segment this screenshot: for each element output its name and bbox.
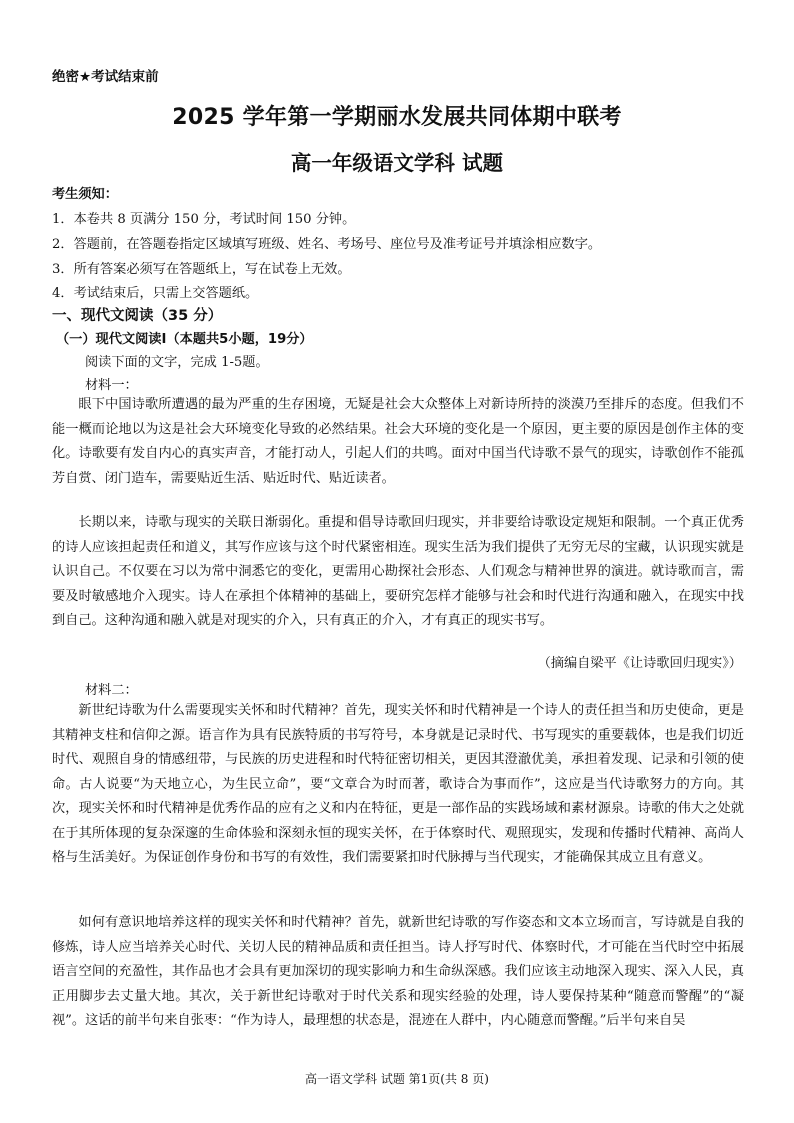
exam-subtitle: 高一年级语文学科 试题: [290, 151, 504, 175]
material-two-label: 材料二：: [85, 683, 138, 698]
material-one-label: 材料一：: [85, 378, 138, 393]
material-two-paragraph: 新世纪诗歌为什么需要现实关怀和时代精神？首先，现实关怀和时代精神是一个诗人的责任担当和历史使命，更是其精神支柱和信仰之源。语言作为具有民族特质的书写符号，本身就是记录时代、书写现实的重要载体，也是我们切近时代、观照自身的情感纽带，与民族的历史进程和时代特征密切相关，更因其澄澈优美，承担着发现、记录和引领的使命。古人说要“为天地立心，为生民立命”，要“文章合为时而著，歌诗合为事而作”，这应是当代诗歌努力的方向。其次，现实关怀和时代精神是优秀作品的应有之义和内在特征，更是一部作品的实践场域和素材源泉。诗歌的伟大之处就在于其所体现的复杂深邃的生命体验和深刻永恒的现实关怀，在于体察时代、观照现实，发现和传播时代精神、高尚人格与生活美好。为保证创作身份和书写的有效性，我们需要紧扣时代脉搏与当代现实，才能确保其成立且有意义。: [52, 703, 744, 865]
exam-title: 2025 学年第一学期丽水发展共同体期中联考: [172, 105, 622, 130]
notice-item: 1．本卷共 8 页满分 150 分，考试时间 150 分钟。: [52, 212, 356, 227]
notice-item: 2．答题前，在答题卷指定区域填写班级、姓名、考场号、座位号及准考证号并填涂相应数字。: [52, 237, 602, 252]
material-two-paragraph: 如何有意识地培养这样的现实关怀和时代精神？首先，就新世纪诗歌的写作姿态和文本立场而言，写诗就是自我的修炼，诗人应当培养关心时代、关切人民的精神品质和责任担当。诗人抒写时代、体察时代，才可能在当代时空中拓展语言空间的充盈性，其作品也才会具有更加深切的现实影响力和生命纵深感。我们应该主动地深入现实、深入人民，真正用脚步去丈量大地。其次，关于新世纪诗歌对于时代关系和现实经验的处理，诗人要保持某种“随意而警醒”的“凝视”。这话的前半句来自张枣：“作为诗人，最理想的状态是，混迹在人群中，内心随意而警醒。”后半句来自吴: [52, 915, 744, 1028]
secret-mark: 绝密★考试结束前: [52, 69, 159, 85]
notice-item: 4．考试结束后，只需上交答题纸。: [52, 286, 259, 301]
material-one-paragraph: 长期以来，诗歌与现实的关联日渐弱化。重提和倡导诗歌回归现实，并非要给诗歌设定规矩和限制。一个真正优秀的诗人应该担起责任和道义，其写作应该与这个时代紧密相连。现实生活为我们提供了无穷无尽的宝藏，认识现实就是认识自己。不仅要在习以为常中洞悉它的变化，更需用心勘探社会形态、人们观念与精神世界的演进。就诗歌而言，需要及时敏感地介入现实。诗人在承担个体精神的基础上，要研究怎样才能够与社会和时代进行沟通和融入，在现实中找到自己。这种沟通和融入就是对现实的介入，只有真正的介入，才有真正的现实书写。: [52, 515, 744, 628]
material-one-source: （摘编自梁平《让诗歌回归现实》）: [537, 656, 742, 671]
notice-item: 3．所有答案必须写在答题纸上，写在试卷上无效。: [52, 262, 351, 277]
instruction-text: 阅读下面的文字，完成 1-5题。: [85, 355, 269, 370]
notice-heading: 考生须知：: [52, 187, 118, 202]
subsection-heading: （一）现代文阅读Ⅰ（本题共5小题，19分）: [56, 332, 313, 347]
material-one-paragraph: 眼下中国诗歌所遭遇的最为严重的生存困境，无疑是社会大众整体上对新诗所持的淡漠乃至排斥的态度。但我们不能一概而论地以为这是社会大环境变化导致的必然结果。社会大环境的变化是一个原因，更主要的原因是创作主体的变化。诗歌要有发自内心的真实声音，才能打动人，引起人们的共鸣。面对中国当代诗歌不景气的现实，诗歌创作不能孤芳自赏、闭门造车，需要贴近生活、贴近时代、贴近读者。: [52, 397, 744, 486]
page-footer: 高一语文学科 试题 第1页(共 8 页): [305, 1072, 489, 1086]
section-heading: 一、现代文阅读（35 分）: [52, 308, 223, 324]
